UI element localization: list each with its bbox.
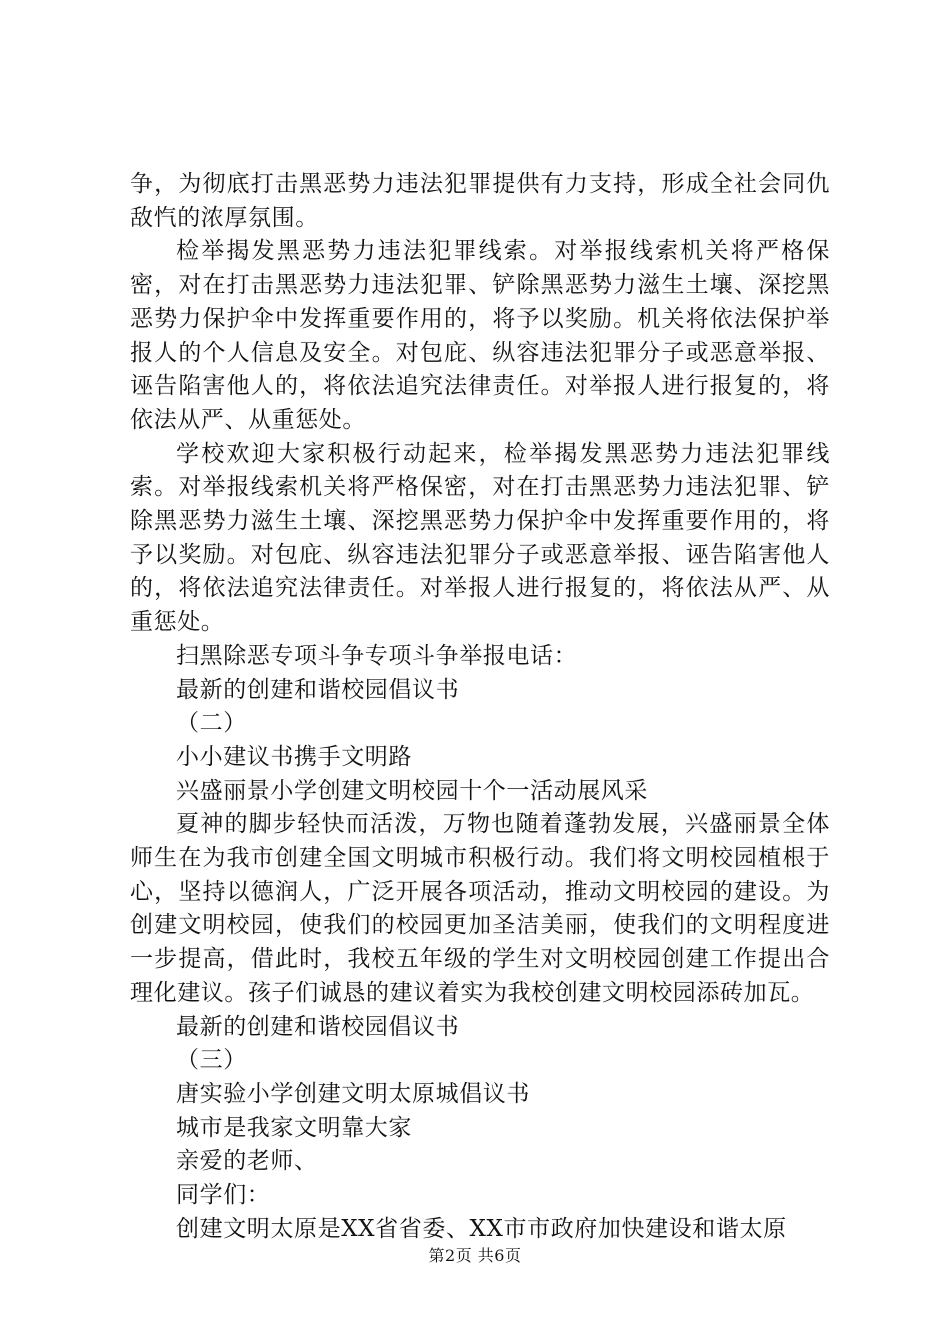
document-body xyxy=(130,168,830,1247)
section-subtitle: 小小建议书携手文明路 xyxy=(176,743,412,770)
paragraph-taiyuan: 创建文明太原是XX省省委、XX市市政府加快建设和谐太原 xyxy=(176,1215,787,1242)
section-heading: 最新的创建和谐校园倡议书 xyxy=(176,1013,460,1040)
page-number: 第2页 共6页 xyxy=(428,1246,522,1265)
salutation: 同学们： xyxy=(176,1182,271,1209)
section-subtitle: 唐实验小学创建文明太原城倡议书 xyxy=(176,1080,530,1107)
paragraph-continuation: 争，为彻底打击黑恶势力违法犯罪提供有力支持，形成全社会同仇敌忾的浓厚氛围。 xyxy=(130,171,830,231)
salutation: 亲爱的老师、 xyxy=(176,1148,318,1175)
paragraph-school-welcome: 学校欢迎大家积极行动起来，检举揭发黑恶势力违法犯罪线索。对举报线索机关将严格保密，对在打击黑恶势力违法犯罪、铲除黑恶势力滋生土壤、深挖黑恶势力保护伞中发挥重要作用的，将予以奖励。对包庇、纵容违法犯罪分子或恶意举报、诬告陷害他人的，将依法追究法律责任。对举报人进行报复的，将依法从严、从重惩处。 xyxy=(130,440,830,636)
paragraph-hotline: 扫黑除恶专项斗争专项斗争举报电话： xyxy=(176,642,578,669)
section-number: （三） xyxy=(176,1047,247,1074)
paragraph-summer: 夏神的脚步轻快而活泼，万物也随着蓬勃发展，兴盛丽景全体师生在为我市创建全国文明城市积极行动。我们将文明校园植根于心，坚持以德润人，广泛开展各项活动，推动文明校园的建设。为创建文明校园，使我们的校园更加圣洁美丽，使我们的文明程度进一步提高，借此时，我校五年级的学生对文明校园创建工作提出合理化建议。孩子们诚恳的建议着实为我校创建文明校园添砖加瓦。 xyxy=(130,811,830,1006)
paragraph-report-clues: 检举揭发黑恶势力违法犯罪线索。对举报线索机关将严格保密，对在打击黑恶势力违法犯罪、铲除黑恶势力滋生土壤、深挖黑恶势力保护伞中发挥重要作用的，将予以奖励。机关将依法保护举报人的个人信息及安全。对包庇、纵容违法犯罪分子或恶意举报、诬告陷害他人的，将依法追究法律责任。对举报人进行报复的，将依法从严、从重惩处。 xyxy=(130,238,830,433)
section-subtitle: 城市是我家文明靠大家 xyxy=(176,1114,412,1141)
section-subtitle: 兴盛丽景小学创建文明校园十个一活动展风采 xyxy=(176,777,648,804)
section-number: （二） xyxy=(176,710,247,737)
section-heading: 最新的创建和谐校园倡议书 xyxy=(176,676,460,703)
